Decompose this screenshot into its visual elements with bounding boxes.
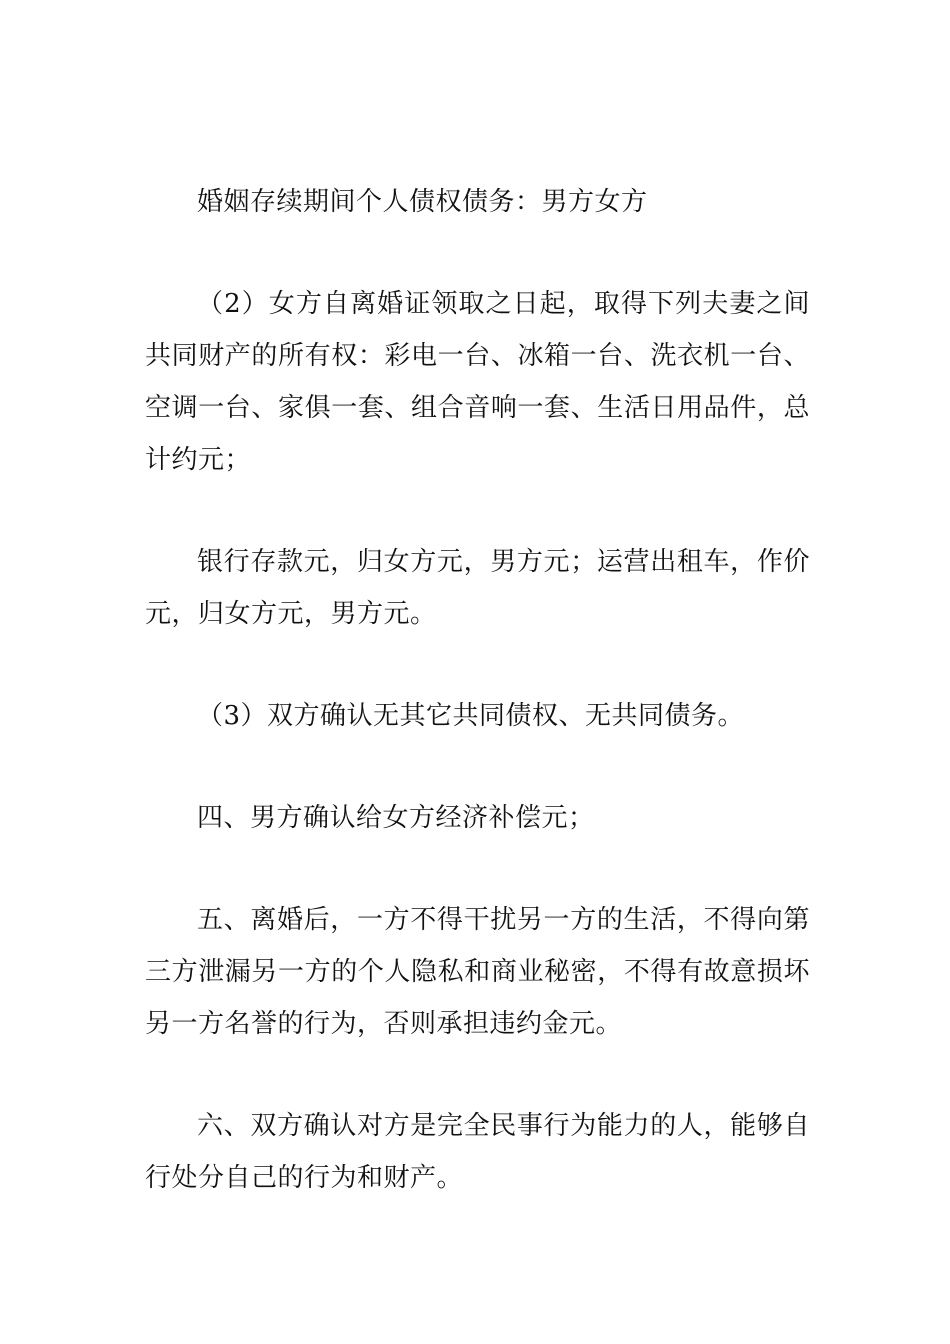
- paragraph-compensation: 四、男方确认给女方经济补偿元；: [197, 803, 595, 833]
- document-body: [145, 176, 810, 1204]
- paragraph-bank-deposit: 银行存款元，归女方元，男方元；运营出租车，作价元，归女方元，男方元。: [145, 547, 810, 629]
- paragraph-wife-property: （2）女方自离婚证领取之日起，取得下列夫妻之间共同财产的所有权：彩电一台、冰箱一台、洗衣机一台、空调一台、家俱一套、组合音响一套、生活日用品件，总计约元；: [145, 289, 810, 475]
- paragraph-personal-debts: 婚姻存续期间个人债权债务：男方女方: [197, 187, 648, 217]
- paragraph-no-interference: 五、离婚后，一方不得干扰另一方的生活，不得向第三方泄漏另一方的个人隐私和商业秘密，不得有故意损坏另一方名誉的行为，否则承担违约金元。: [145, 905, 810, 1039]
- paragraph-no-joint-debts: （3）双方确认无其它共同债权、无共同债务。: [197, 701, 745, 731]
- paragraph-capacity: 六、双方确认对方是完全民事行为能力的人，能够自行处分自己的行为和财产。: [145, 1111, 810, 1193]
